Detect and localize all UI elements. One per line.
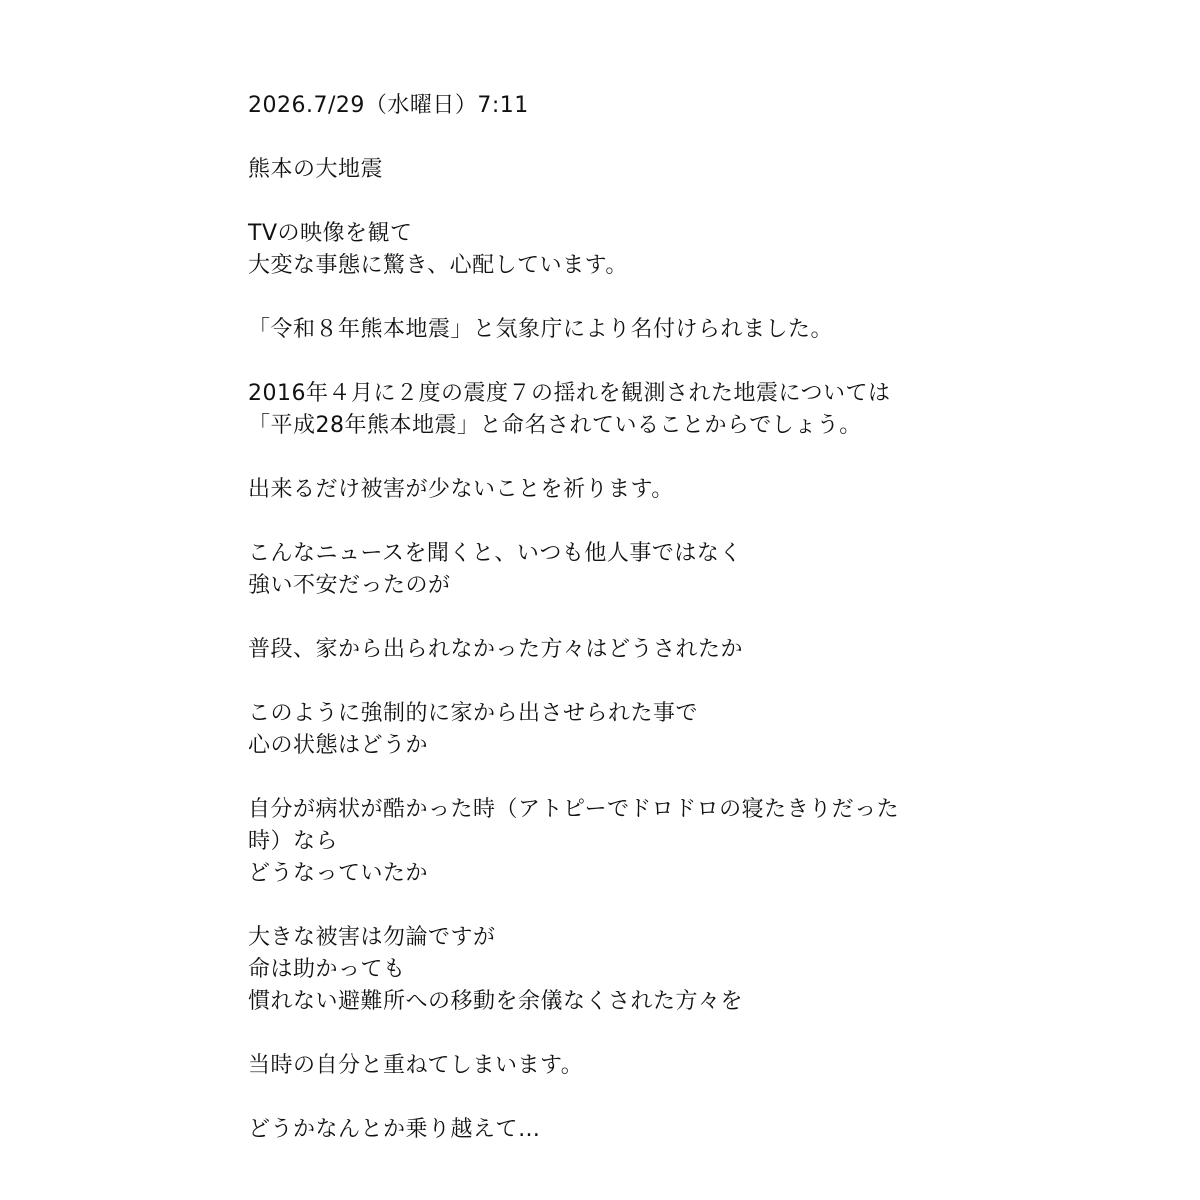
text-line: 大きな被害は勿論ですが — [248, 925, 496, 950]
blank-line — [248, 442, 968, 474]
text-line: こんなニュースを聞くと、いつも他人事ではなく — [248, 541, 742, 566]
blank-line — [248, 1018, 968, 1050]
text-line: TVの映像を観て — [248, 221, 413, 246]
text-line: 自分が病状が酷かった時（アトピーでドロドロの寝たきりだった — [248, 797, 900, 822]
text-line: 2016年４月に２度の震度７の揺れを観測された地震については — [248, 381, 891, 406]
blank-line — [248, 506, 968, 538]
text-line: このように強制的に家から出させられた事で — [248, 701, 699, 726]
text-line: 「令和８年熊本地震」と気象庁により名付けられました。 — [248, 317, 834, 342]
note-body — [248, 90, 968, 1146]
blank-line — [248, 122, 968, 154]
blank-line — [248, 1082, 968, 1114]
blank-line — [248, 666, 968, 698]
text-line: 強い不安だったのが — [248, 573, 451, 598]
text-line: 時）なら — [248, 829, 339, 854]
text-line: 当時の自分と重ねてしまいます。 — [248, 1053, 584, 1078]
headline: 熊本の大地震 — [248, 157, 384, 182]
closing-line: どうかなんとか乗り越えて… — [248, 1117, 541, 1142]
text-line: 普段、家から出られなかった方々はどうされたか — [248, 637, 744, 662]
text-line: 出来るだけ被害が少ないことを祈ります。 — [248, 477, 674, 502]
blank-line — [248, 602, 968, 634]
text-line: 命は助かっても — [248, 957, 406, 982]
text-line: 慣れない避難所への移動を余儀なくされた方々を — [248, 989, 744, 1014]
blank-line — [248, 186, 968, 218]
text-line: 心の状態はどうか — [248, 733, 429, 758]
blank-line — [248, 346, 968, 378]
text-line: 「平成28年熊本地震」と命名されていることからでしょう。 — [248, 413, 862, 438]
date-line: 2026.7/29（水曜日）7:11 — [248, 93, 529, 118]
blank-line — [248, 890, 968, 922]
text-line: どうなっていたか — [248, 861, 429, 886]
text-line: 大変な事態に驚き、心配しています。 — [248, 253, 628, 278]
blank-line — [248, 762, 968, 794]
blank-line — [248, 282, 968, 314]
